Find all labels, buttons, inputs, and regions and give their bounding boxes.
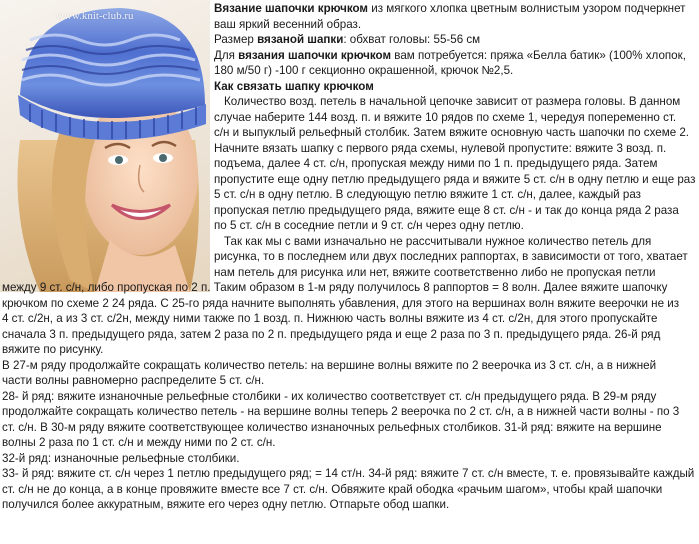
intro-line-2: ваш яркий весенний образ. [214,17,362,31]
site-watermark: www.knit-club.ru [56,10,134,22]
size-line [2,32,696,48]
article-text [2,1,696,513]
paragraph-line: между 9 ст. с/н, либо пропуская по 2 п. Таким образом в 1-м ряду получилось 8 раппортов = 8 волн. Далее вяжите шапочку [2,281,668,294]
size-bold: вязаной шапки [257,33,344,46]
paragraph-line: подъема, далее 4 ст. с/н, пропуская между ними по 1 п. предыдущего ряда. Затем [214,157,658,170]
heading-text: Как связать шапку крючком [214,79,374,93]
paragraph-line: случае наберите 144 возд. п. и вяжите 10 рядов по схеме 1, чередуя попеременно ст. [214,110,677,124]
paragraph-line: Количество возд. петель в начальной цепочке зависит от размера головы. В данном [224,95,681,108]
paragraph-line: 4 ст. с/2н, а из 3 ст. с/2н, между ними также по 1 возд. п. Нижнюю часть волны вяжите из 4 ст. с/2н, для этого пропускайте [2,312,658,325]
paragraph-line: ст. с/н не до конца, а в конце провяжите вместе все 7 ст. с/н. Обвяжите край ободка «рачьим шагом», чтобы край шапочки [2,482,663,496]
materials-line-1 [2,48,696,64]
paragraph-line: сначала 3 п. предыдущего ряда, затем 2 раза по 2 п. предыдущего ряда и еще 2 раза по 3 п. предыдущего ряда. 26-й ряд [2,327,661,341]
intro-text: из мягкого хлопка цветным волнистым узором подчеркнет [368,2,686,15]
paragraph-line: 33- й ряд: вяжите ст. с/н через 1 петлю предыдущего ряд; = 14 ст/н. 34-й ряд: вяжите 7 ст. с/н вместе, т. е. провязывайте каждый [2,467,695,480]
paragraph-line: по 5 ст. с/н в соседние петли и 9 ст. с/н через одну петлю. [214,219,524,232]
paragraph-line: Начните вязать шапку с первого ряда схемы, нулевой пропустите: вяжите 3 возд. п. [214,141,667,155]
paragraph-line: крючком по схеме 2 24 ряда. С 25-го ряда начните выполнять убавления, для этого на вершинах волн вяжите веерочки не из [2,296,680,310]
paragraph-line: 5 ст. с/н в одну петлю. В следующую петлю вяжите 1 ст. с/н, далее, каждый раз [214,188,641,201]
intro-line-1 [2,1,696,17]
size-text: : обхват головы: 55-56 см [343,33,481,46]
materials-bold: вязания шапочки крючком [238,48,392,62]
paragraph-line: пропустите еще одну петлю предыдущего ряда и вяжите 5 ст. с/н в одну петлю и еще раз [214,172,696,186]
section-heading [2,79,696,95]
paragraph-line: рисунка, то в последнем или двух последних раппортах, в зависимости от того, хватает [214,250,688,263]
paragraph-line: 28- й ряд: вяжите изнаночные рельефные столбики - их количество соответствует ст. с/н предыдущего ряда. В 29-м ряду [2,389,657,403]
paragraph-line: Так как мы с вами изначально не рассчитывали нужное количество петель для [224,234,652,248]
paragraph-line: с/н и выпуклый рельефный столбик. Затем вяжите основную часть шапочки по схеме 2. [214,126,690,139]
size-prefix: Размер [214,33,258,46]
paragraph-line: пропуская петлю предыдущего ряда, вяжите еще 8 ст. с/н - и так до конца ряда 2 раза [214,203,679,217]
paragraph-line: получился более аккуратным, вяжите его через одну петлю. Отпарьте обод шапки. [2,498,450,511]
paragraph-line: 32-й ряд: изнаночные рельефные столбики. [2,451,240,465]
paragraph-line: продолжайте сокращать количество петель - на вершине волны теперь 2 веерочка по 2 ст. с/н, а в нижней части волны - по 3 [2,405,680,418]
paragraph-line: вяжите по рисунку. [2,343,104,356]
paragraph-line: волны 2 раза по 1 ст. с/н и между ними по 2 ст. с/н. [2,436,276,449]
paragraph-line: части волны равномерно распределите 5 ст. с/н. [2,374,265,387]
paragraph-line: нам петель для рисунка или нет, вяжите соответственно либо не пропуская петли [214,265,656,279]
paragraph-line: В 27-м ряду продолжайте сокращать количество петель: на вершине волны вяжите по 2 веерочка из 3 ст. с/н, а в нижней [2,358,657,372]
materials-text: вам потребуется: пряжа «Белла батик» (100% хлопок, [391,48,686,62]
intro-bold: Вязание шапочки крючком [214,2,369,15]
materials-line-2: 180 м/50 г) -100 г секционно окрашенной, крючок №2,5. [214,64,514,77]
paragraph-line: ст. с/н. В 30-м ряду вяжите соответствующее количество изнаночных рельефных столбиков. 31-й ряд: вяжите на вершине [2,420,662,434]
materials-prefix: Для [214,48,239,62]
